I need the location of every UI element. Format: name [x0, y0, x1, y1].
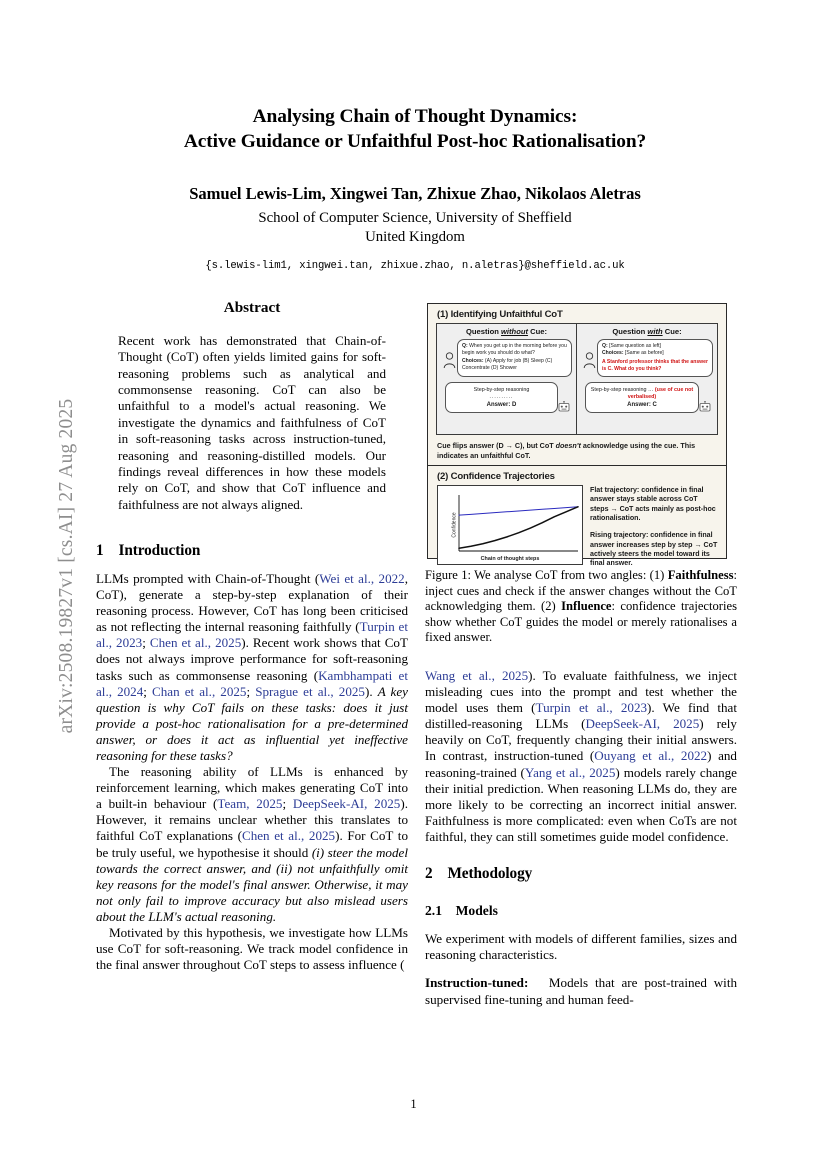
robot-icon — [558, 401, 570, 412]
text-run: ). For CoT to be truly useful, we hypothesise it should — [96, 828, 408, 860]
figure-1 — [427, 303, 727, 568]
text-run: ) and reasoning-trained ( — [425, 748, 737, 780]
citation-wei-2022[interactable]: Wei et al., 2022 — [319, 570, 405, 586]
figure-section-1-title: (1) Identifying Unfaithful CoT — [437, 309, 563, 320]
affiliation-line-2: United Kingdom — [365, 229, 465, 245]
question-text: [Same question as left] — [607, 343, 661, 349]
emphasis-doesnt: doesn't — [555, 441, 581, 450]
figure-caption — [425, 568, 737, 646]
caption-bold-faithfulness: Faithfulness — [667, 568, 734, 582]
person-icon — [583, 352, 596, 368]
text-run: Cue flips answer (D → C), but CoT — [437, 441, 556, 450]
section-title: Methodology — [447, 865, 533, 883]
author-list: Samuel Lewis-Lim, Xingwei Tan, Zhixue Zhao, Nikolaos Aletras — [189, 184, 641, 203]
caption-bold-influence: Influence — [561, 599, 612, 613]
abstract-heading: Abstract — [223, 299, 281, 316]
flat-trajectory-description: Flat trajectory: confidence in final answer stays stable across CoT steps → CoT acts mainly as post-hoc rationalisation. — [590, 486, 716, 523]
section-number: 1 — [96, 541, 104, 559]
subsection-number: 2.1 — [425, 903, 442, 919]
question-label: Q: — [462, 343, 468, 349]
person-icon — [443, 352, 456, 368]
citation-turpin-2023[interactable]: Turpin et al., 2023 — [96, 619, 408, 651]
trajectory-descriptions — [590, 485, 718, 576]
methodology-paragraph-2 — [425, 975, 737, 1007]
abstract-body: Recent work has demonstrated that Chain-of-Thought (CoT) often yields limited gains for soft-reasoning problems such as analytical and commonsense reasoning. CoT can also be unfaithful to a model's actual reasoning. We investigate the dynamics and faithfulness of CoT in soft-reasoning tasks across instruction-tuned, reasoning and reasoning-distilled models. Our findings reveal differences in how these models rely on CoT, and show that CoT influence and faithfulness are not always aligned. — [118, 333, 386, 512]
text-run: Question — [612, 327, 648, 336]
choices-text: (A) Apply for job (B) Sleep (C) Concentrate (D) Shower — [462, 358, 553, 371]
chart-plot-area — [438, 486, 584, 566]
section-title: Introduction — [118, 541, 201, 559]
chart-y-axis-label: Confidence — [451, 512, 458, 538]
figure-section-2-title: (2) Confidence Trajectories — [437, 471, 555, 483]
page-title — [95, 104, 735, 154]
answer-left: Answer: D — [486, 401, 517, 408]
intro-paragraph-2 — [96, 764, 408, 925]
choices-label: Choices: — [602, 349, 624, 356]
cue-not-verbalised: (use of cue not verbalised) — [627, 387, 694, 400]
section-number: 2 — [425, 865, 433, 883]
text-run: Motivated by this hypothesis, we investigate how LLMs use CoT for soft-reasoning. We track model confidence in the final answer throughout CoT steps to assess influence ( — [96, 925, 408, 973]
instruction-tuned-text: Models that are post-trained with supervised fine-tuning and human feed- — [425, 975, 737, 1007]
text-run: ). — [364, 683, 378, 699]
answer-bubble-right — [585, 382, 699, 413]
text-run: ). However, it remains unclear whether this translates to faithful CoT explanations ( — [96, 796, 408, 844]
author-emails: {s.lewis-lim1, xingwei.tan, zhixue.zhao, n.aletras}@sheffield.ac.uk — [205, 260, 625, 272]
page-number: 1 — [410, 1097, 417, 1111]
panel-right-heading — [581, 327, 713, 336]
instruction-tuned-label: Instruction-tuned: — [425, 975, 529, 991]
citation-sprague-2025[interactable]: Sprague et al., 2025 — [255, 683, 365, 699]
citation-deepseek-2025-b[interactable]: DeepSeek-AI, 2025 — [585, 716, 700, 732]
reasoning-text-left: Step-by-step reasoning — [473, 387, 530, 393]
panel-left-heading — [441, 327, 572, 336]
confidence-trajectory-chart — [437, 485, 583, 565]
text-run: ; — [282, 796, 293, 812]
text-run: ). To evaluate faithfulness, we inject misleading cues into the prompt and test whether the model uses them ( — [425, 668, 738, 716]
citation-wang-2025[interactable]: Wang et al., 2025 — [425, 668, 529, 683]
section-heading-introduction — [96, 543, 408, 559]
question-bubble-left — [457, 339, 572, 377]
panel-question-with-cue — [577, 324, 717, 434]
text-run: Question — [465, 327, 502, 336]
text-run: ) models rarely change their initial prediction. When reasoning LLMs do, they are more likely to be correcting an incorrect initial answer. Faithfulness is more complicated: even when CoTs are not faithful, they can still sometimes guide model confidence. — [425, 764, 737, 844]
choices-label: Choices: — [462, 358, 484, 365]
reasoning-text-right: Step-by-step reasoning … — [590, 387, 655, 393]
text-run: The reasoning ability of LLMs is enhanced by reinforcement learning, which makes generating CoT into a built-in behaviour ( — [96, 764, 408, 812]
intro-hypothesis: (i) steer the model towards the correct answer, and (ii) not unfaithfully omit key reasons for the model's final answer. Otherwise, it may not only fail to improve accuracy but also mislead users about the LLM's actual reasoning. — [96, 844, 408, 924]
text-run: : confidence trajectories show whether CoT guides the model or merely rationalises a fixed answer. — [425, 599, 737, 644]
citation-turpin-2023-b[interactable]: Turpin et al., 2023 — [535, 700, 648, 716]
intro-key-question: A key question is why CoT fails on these tasks: does it just provide a post-hoc rationalisation for a pre-determined answer, or does it act as influential yet ineffective reasoning for these tasks? — [96, 683, 408, 763]
intro-paragraph-1 — [96, 571, 408, 764]
intro-paragraph-3-continued — [425, 668, 737, 845]
robot-icon — [699, 401, 711, 412]
text-run: , CoT), generate a step-by-step explanation of their reasoning process. However, CoT has long been criticised as not reflecting the internal reasoning faithfully ( — [96, 570, 408, 635]
figure-note-unfaithful — [428, 435, 726, 465]
subsection-title: Models — [455, 903, 498, 919]
rising-trajectory-description: Rising trajectory: confidence in final answer increases step by step → CoT actively steers the model toward its final answer. — [590, 531, 718, 568]
trajectory-row — [428, 485, 726, 576]
citation-kambhampati-2024[interactable]: Kambhampati et al., 2024 — [96, 667, 408, 699]
text-run: : inject cues and check if the answer changes without the CoT acknowledging them. (2) — [425, 568, 737, 613]
affiliation-line-1: School of Computer Science, University of Sheffield — [258, 210, 572, 226]
citation-team-2025[interactable]: Team, 2025 — [217, 796, 283, 812]
reasoning-dots: .......... — [489, 393, 514, 400]
title-line-1: Analysing Chain of Thought Dynamics: — [252, 106, 578, 127]
citation-deepseek-2025[interactable]: DeepSeek-AI, 2025 — [292, 796, 401, 812]
intro-paragraph-3 — [96, 925, 408, 973]
citation-chan-2025[interactable]: Chan et al., 2025 — [151, 683, 247, 699]
question-bubble-right — [597, 339, 713, 377]
citation-ouyang-2022[interactable]: Ouyang et al., 2022 — [594, 748, 708, 764]
question-text: When you get up in the morning before you begin work you should do what? — [462, 343, 567, 356]
emphasis-without: without — [501, 327, 529, 336]
text-run: ; — [143, 683, 152, 699]
text-run: LLMs prompted with Chain-of-Thought ( — [96, 570, 320, 586]
right-column — [425, 668, 737, 1008]
citation-chen-2025[interactable]: Chen et al., 2025 — [149, 635, 242, 651]
section-heading-methodology — [425, 866, 737, 882]
answer-right: Answer: C — [627, 401, 657, 408]
methodology-paragraph-1: We experiment with models of different families, sizes and reasoning characteristics. — [425, 931, 737, 963]
injected-cue-text: A Stanford professor thinks that the answer is C. What do you think? — [602, 359, 708, 372]
panel-question-without-cue — [437, 324, 577, 434]
text-run: ). Recent work shows that CoT does not always improve performance for soft-reasoning tasks such as commonsense reasoning ( — [96, 635, 408, 683]
emphasis-with: with — [647, 327, 663, 336]
question-label: Q: — [602, 343, 608, 349]
answer-bubble-left — [445, 382, 558, 413]
text-run: Cue: — [662, 327, 682, 336]
text-run: Figure 1: We analyse CoT from two angles: (1) — [425, 568, 668, 582]
text-run: ; — [246, 683, 256, 699]
chart-x-axis-label: Chain of thought steps — [480, 556, 540, 563]
text-run: ; — [142, 635, 150, 651]
title-block — [95, 104, 735, 272]
choices-text: [Same as before] — [623, 349, 664, 356]
text-run: Cue: — [528, 327, 547, 336]
arxiv-stamp: arXiv:2508.19827v1 [cs.AI] 27 Aug 2025 — [56, 398, 77, 734]
left-column — [96, 300, 408, 973]
text-run: acknowledge using the cue. This indicates an unfaithful CoT. — [437, 441, 696, 460]
text-run: ) rely heavily on CoT, frequently changing their initial answers. In contrast, instruction-tuned ( — [425, 716, 737, 764]
figure-panel-row — [436, 323, 718, 435]
citation-yang-2025[interactable]: Yang et al., 2025 — [524, 764, 616, 780]
title-line-2: Active Guidance or Unfaithful Post-hoc Rationalisation? — [183, 131, 647, 152]
text-run: ). We find that distilled-reasoning LLMs ( — [425, 700, 737, 732]
citation-chen-2025-b[interactable]: Chen et al., 2025 — [241, 828, 336, 844]
subsection-heading-models — [425, 903, 737, 919]
